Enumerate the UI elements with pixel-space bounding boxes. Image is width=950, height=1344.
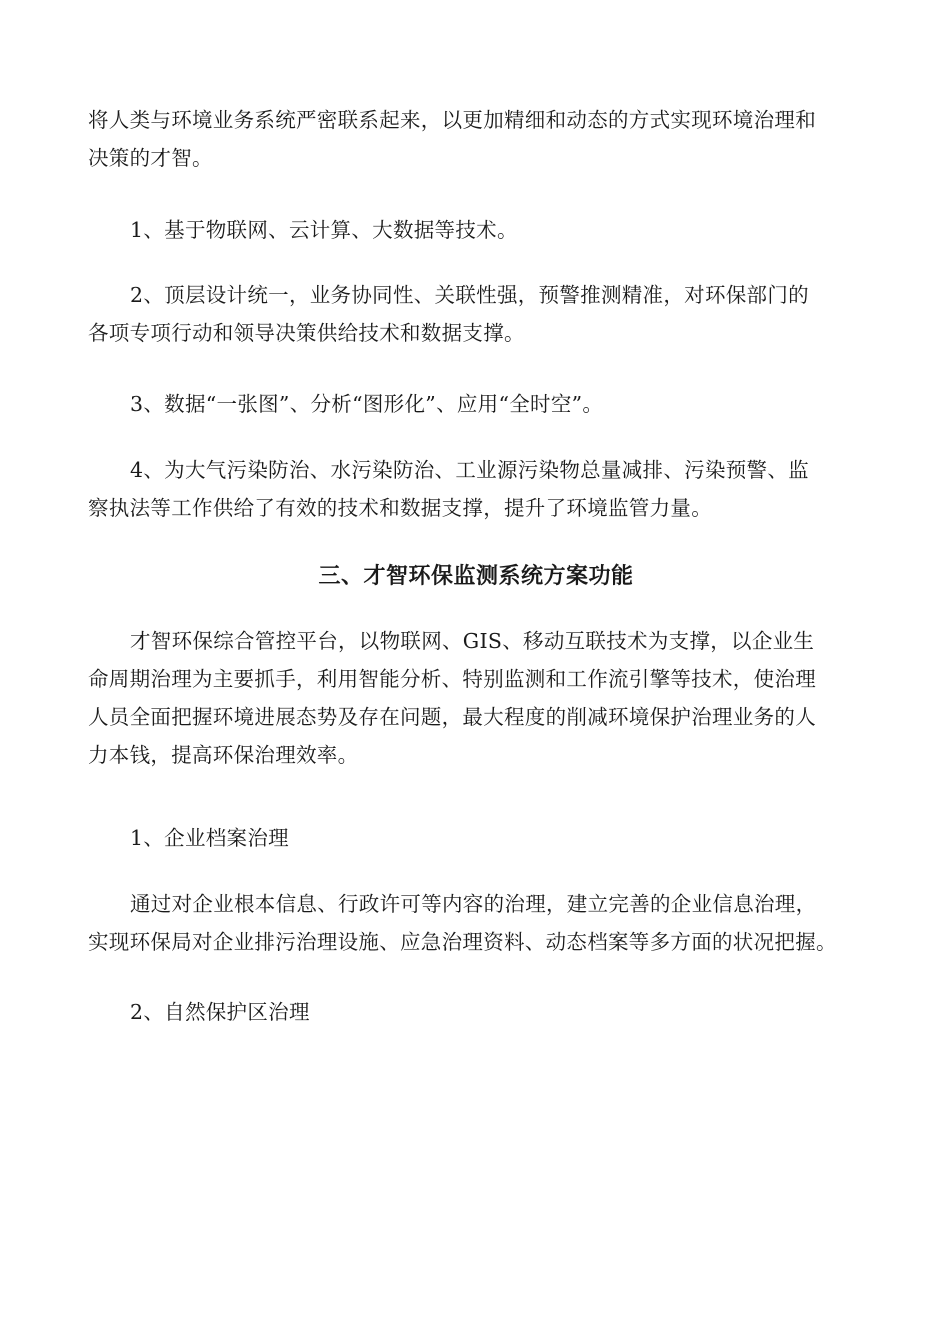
feature-1-title-line: 1、企业档案治理 bbox=[130, 826, 289, 850]
feature-1-title bbox=[88, 819, 864, 857]
intro-line-2: 决策的才智。 bbox=[88, 146, 213, 170]
feature-2-title-line: 2、自然保护区治理 bbox=[130, 1000, 310, 1024]
overview-line-1: 才智环保综合管控平台，以物联网、GIS、移动互联技术为支撑，以企业生 bbox=[130, 629, 815, 653]
item-3-paragraph bbox=[88, 385, 864, 423]
overview-line-3: 人员全面把握环境进展态势及存在问题，最大程度的削减环境保护治理业务的人 bbox=[88, 705, 816, 729]
item-1-paragraph bbox=[88, 211, 864, 249]
item-2-paragraph bbox=[88, 276, 864, 352]
section-3-overview bbox=[88, 622, 864, 774]
feature-1-desc-line-2: 实现环保局对企业排污治理设施、应急治理资料、动态档案等多方面的状况把握。 bbox=[88, 930, 837, 954]
item-4-line-2: 察执法等工作供给了有效的技术和数据支撑，提升了环境监管力量。 bbox=[88, 496, 712, 520]
item-1-line: 1、基于物联网、云计算、大数据等技术。 bbox=[130, 218, 518, 242]
item-4-paragraph bbox=[88, 451, 864, 527]
intro-paragraph bbox=[88, 101, 864, 177]
item-2-line-2: 各项专项行动和领导决策供给技术和数据支撑。 bbox=[88, 321, 525, 345]
section-3-heading: 三、才智环保监测系统方案功能 bbox=[318, 564, 634, 589]
item-4-line-1: 4、为大气污染防治、水污染防治、工业源污染物总量减排、污染预警、监 bbox=[130, 458, 809, 482]
item-2-line-1: 2、顶层设计统一，业务协同性、关联性强，预警推测精准，对环保部门的 bbox=[130, 283, 809, 307]
item-3-line: 3、数据“一张图”、分析“图形化”、应用“全时空”。 bbox=[130, 392, 604, 416]
overview-line-4: 力本钱，提高环保治理效率。 bbox=[88, 743, 359, 767]
feature-1-description bbox=[88, 885, 864, 961]
intro-line-1: 将人类与环境业务系统严密联系起来，以更加精细和动态的方式实现环境治理和 bbox=[88, 108, 816, 132]
feature-2-title bbox=[88, 993, 864, 1031]
overview-line-2: 命周期治理为主要抓手，利用智能分析、特别监测和工作流引擎等技术，使治理 bbox=[88, 667, 816, 691]
feature-1-desc-line-1: 通过对企业根本信息、行政许可等内容的治理，建立完善的企业信息治理， bbox=[130, 892, 817, 916]
